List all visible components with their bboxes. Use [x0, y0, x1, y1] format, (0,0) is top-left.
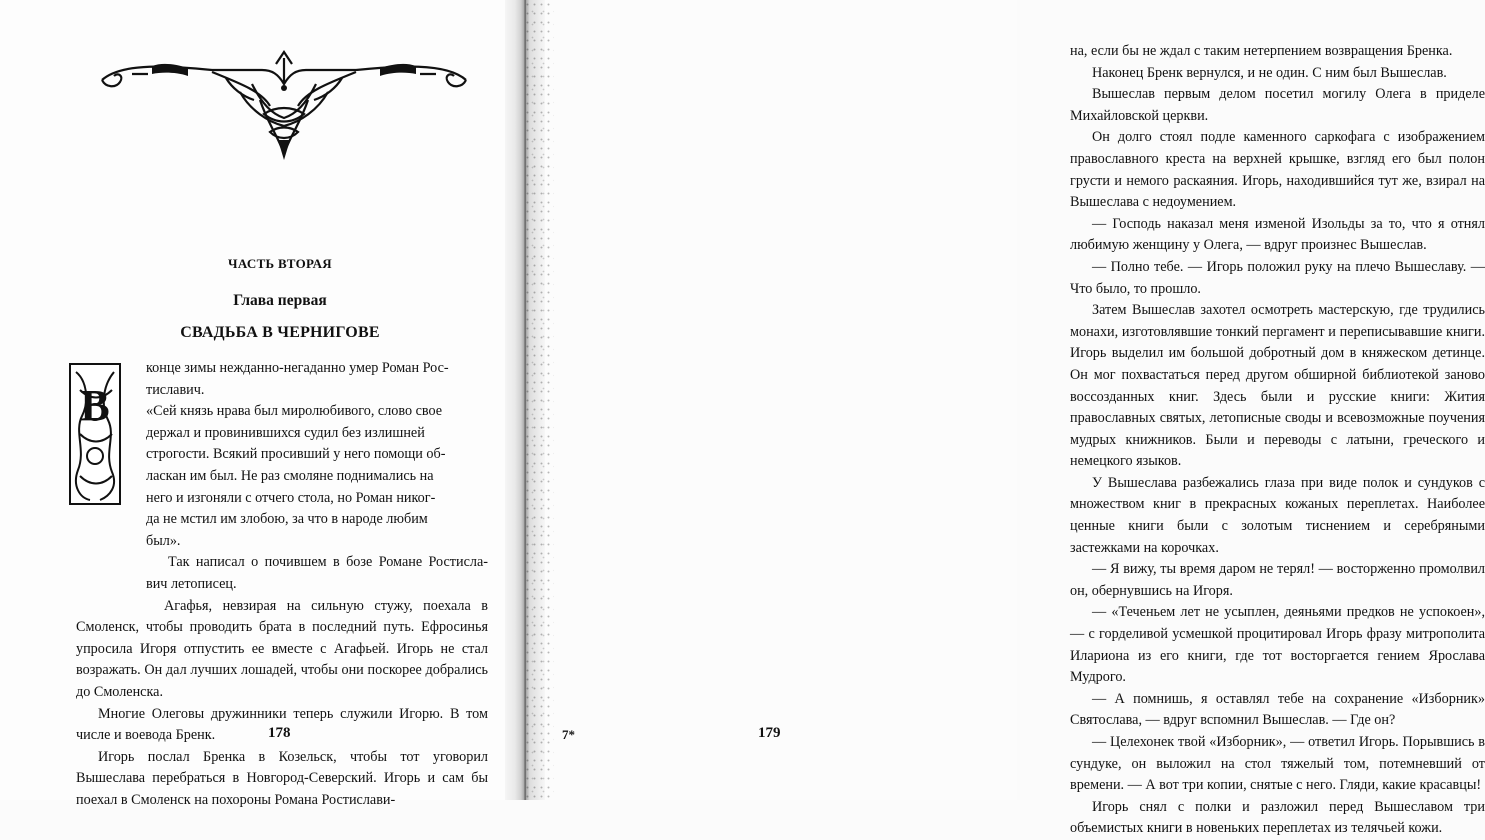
part-title: ЧАСТЬ ВТОРАЯ — [228, 256, 332, 271]
paragraph: — А помнишь, я оставлял тебе на сохранение «Изборник» Святослава, — вдруг вспомнил Вышеслав. — Где он? — [1070, 690, 1485, 729]
text-line: да не мстил им злобою, за что в народе любим — [146, 511, 428, 528]
chapter-name: СВАДЬБА В ЧЕРНИГОВЕ — [180, 324, 380, 341]
text-line: ласкан им был. Не раз смоляне поднимались на — [146, 467, 434, 484]
left-page — [0, 0, 512, 808]
paragraph: — «Теченьем лет не усыплен, деяньями предков не успокоен», — с горделивой усмешкой процитировал Игорь фразу митрополита Илариона из его книги, где тот восторгается гением Ярослава Мудрого. — [1070, 604, 1485, 686]
text-line: конце зимы нежданно-негаданно умер Роман Рос- — [146, 360, 449, 376]
headpiece-ornament — [92, 44, 476, 162]
paragraph: Игорь послал Бренка в Козельск, чтобы тот уговорил Вышеслава перебраться в Новгород-Северский. Игорь и сам бы поехал в Смоленск на похороны Романа Ростислави- — [76, 748, 488, 808]
paragraph: — Я вижу, ты время даром не терял! — восторженно промолвил он, обернувшись на Игоря. — [1070, 561, 1485, 599]
right-page-text — [1070, 41, 1485, 840]
paragraph: Агафья, невзирая на сильную стужу, поехала в Смоленск, чтобы проводить брата в последний путь. Ефросинья упросила Игоря отпустить ее вместе с Агафьей. Игорь не стал возражать. Он дал лучших лошадей, чтобы они поскорее добрались до Смоленска. — [76, 597, 488, 700]
paragraph: Так написал о почившем в бозе Романе Ростисла-вич летописец. — [146, 554, 488, 592]
text-line: держал и провинившихся судил без излишней — [146, 424, 425, 441]
paragraph: Затем Вышеслав захотел осмотреть мастерскую, где трудились монахи, изготовлявшие тонкий пергамент и переписывавшие книги. Игорь выделил им большой добротный дом в княжеском детинце. Он мог похвастаться перед другом обширной библиотекой заново воссозданных книг. Здесь были и русские книги: Жития православных святых, летописные своды и всевозможные поучения мудрых книжников. Были и переводы с латыни, греческого и немецкого языков. — [1070, 302, 1485, 470]
paragraph: Наконец Бренк вернулся, и не один. С ним был Вышеслав. — [1092, 64, 1447, 81]
text-line: тиславич. — [146, 381, 205, 398]
paragraph: Он долго стоял подле каменного саркофага с изображением православного креста на верхней крышке, взгляд его был полон грусти и немого раскаяния. Игорь, находившийся тут же, взирал на Вышеслава с недоумением. — [1070, 129, 1485, 211]
left-page-text — [76, 358, 488, 811]
right-page — [512, 0, 1485, 837]
paragraph: Вышеслав первым делом посетил могилу Олега в приделе Михайловской церкви. — [1070, 86, 1485, 124]
paragraph: — Полно тебе. — Игорь положил руку на плечо Вышеславу. — Что было, то прошло. — [1070, 258, 1485, 297]
page-number-right: 179 — [758, 725, 781, 741]
text-line: строгости. Всякий просивший у него помощи об- — [146, 446, 446, 463]
paragraph: Многие Олеговы дружинники теперь служили Игорю. В том числе и воевода Бренк. — [76, 705, 488, 744]
text-line: был». — [146, 532, 181, 549]
paragraph: Игорь снял с полки и разложил перед Вышеславом три объемистых книги в новеньких переплетах из телячьей кожи. — [1070, 798, 1485, 837]
signature-mark: 7* — [562, 727, 575, 742]
text-line: «Сей князь нрава был миролюбивого, слово свое — [146, 403, 443, 420]
gutter-speckle — [524, 0, 554, 800]
chapter-title: Глава первая — [233, 292, 327, 309]
paragraph: У Вышеслава разбежались глаза при виде полок и сундуков с множеством книг в прекрасных кожаных переплетах. Наиболее ценные книги были с золотым тиснением и серебряными застежками на корочках. — [1070, 474, 1485, 556]
paragraph: на, если бы не ждал с таким нетерпением возвращения Бренка. — [1070, 43, 1453, 59]
page-number-left: 178 — [268, 725, 291, 741]
dropcap-letter: В — [80, 381, 110, 430]
paragraph: — Господь наказал меня изменой Изольды за то, что я отнял любимую женщину у Олега, — вдруг произнес Вышеслав. — [1070, 215, 1485, 254]
paragraph: — Целехонек твой «Изборник», — ответил Игорь. Порывшись в сундуке, он выложил на стол тяжелый том, потемневший от времени. — А вот три копии, снятые с него. Гляди, какие красавцы! — [1070, 734, 1485, 794]
text-line: него и изгоняли с отчего стола, но Роман никог- — [146, 489, 436, 506]
